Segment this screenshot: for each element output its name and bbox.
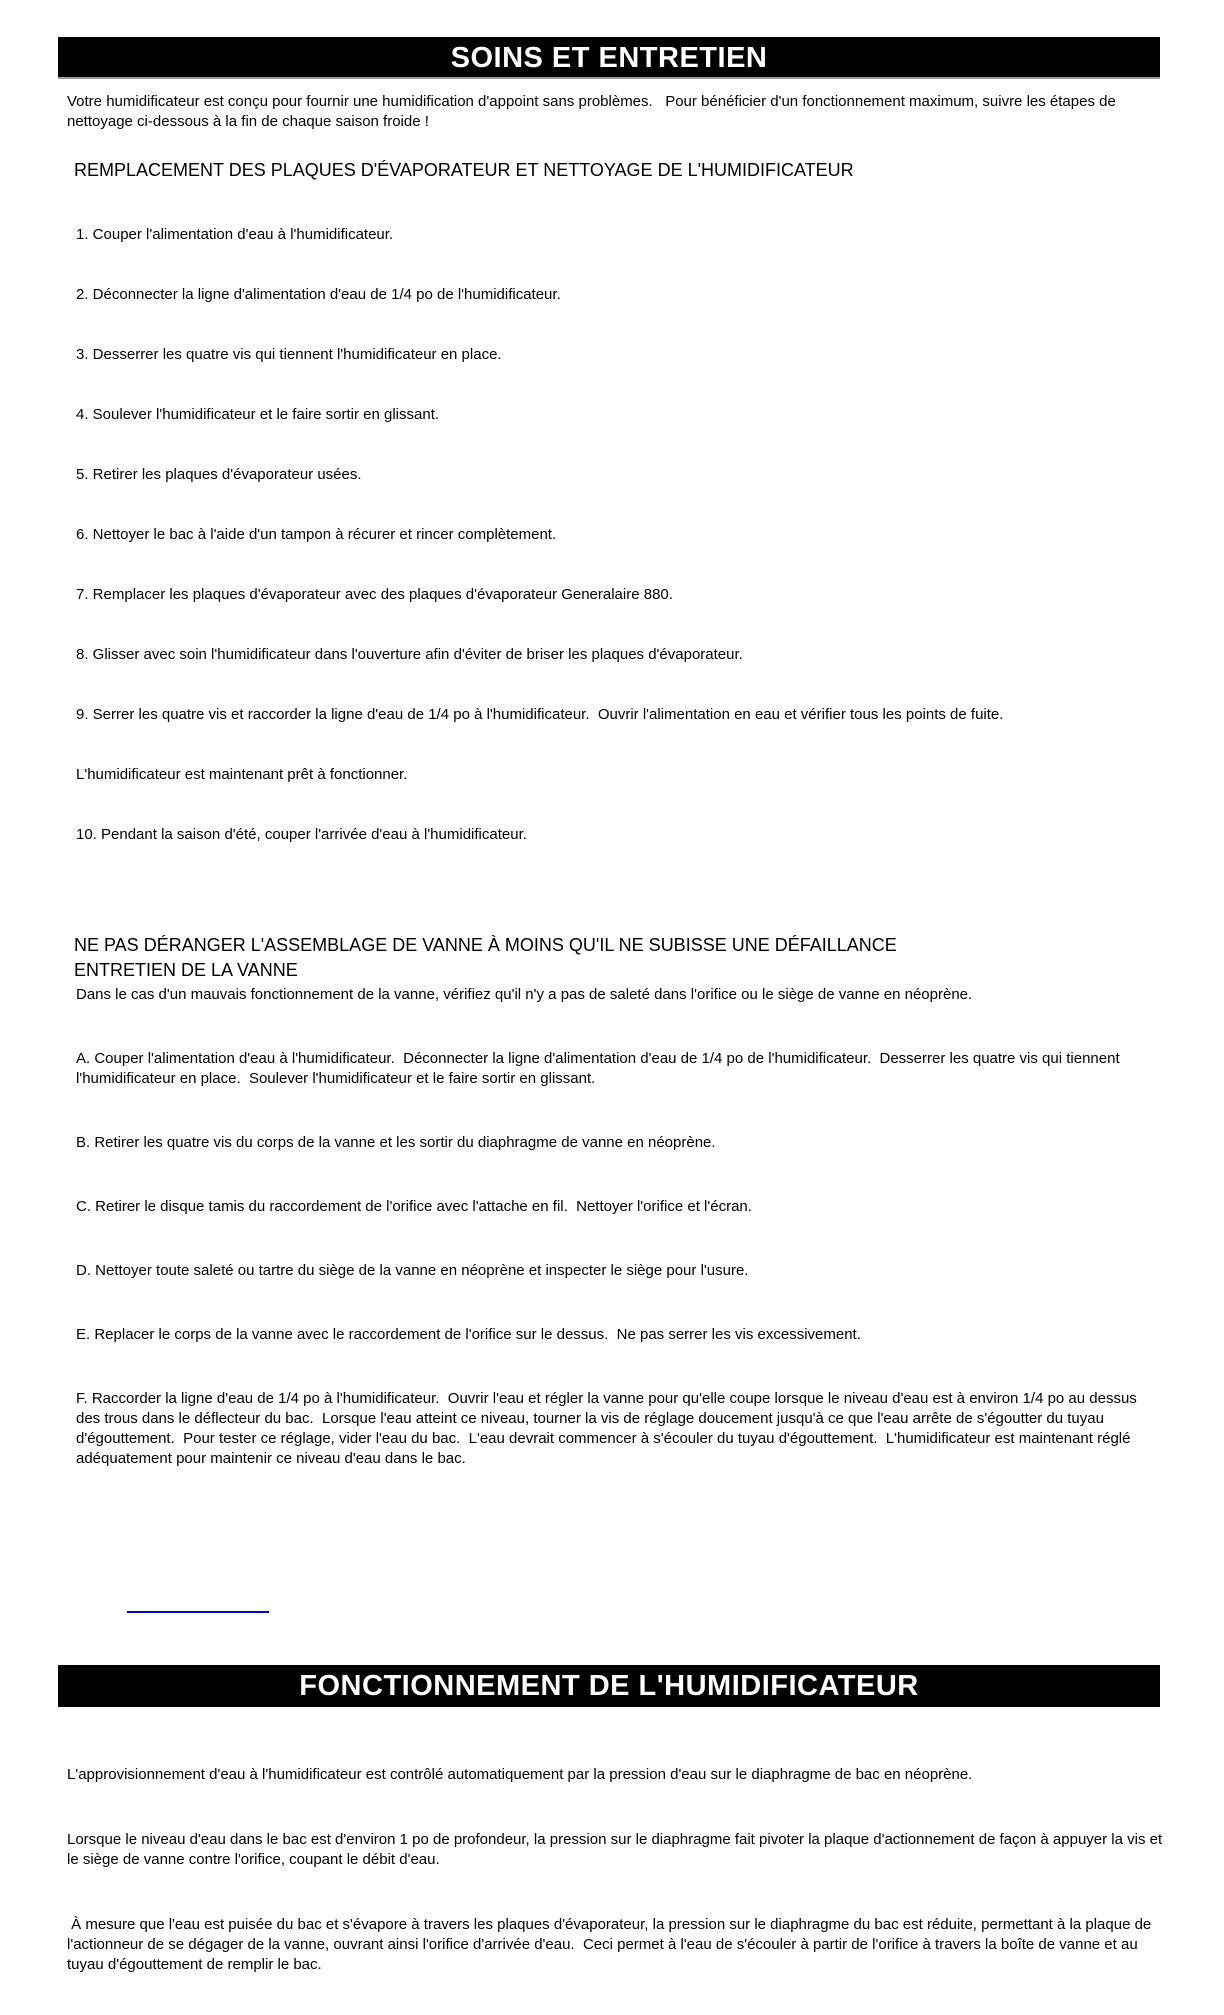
valve-intro-paragraph: Dans le cas d'un mauvais fonctionnement de la vanne, vérifiez qu'il n'y a pas de saleté dans l'orifice ou le siège de vanne en néoprène. bbox=[76, 986, 973, 1003]
valve-step: B. Retirer les quatre vis du corps de la vanne et les sortir du diaphragme de vanne en néoprène. bbox=[76, 1134, 716, 1151]
replacement-step: 6. Nettoyer le bac à l'aide d'un tampon à récurer et rincer complètement. bbox=[76, 526, 557, 543]
care-intro-paragraph: Votre humidificateur est conçu pour fournir une humidification d'appoint sans problèmes. Pour bénéficier d'un fonctionnement maximum, suivre les étapes de nettoyage ci-dessous à la fin de chaque saison froide ! bbox=[67, 93, 1120, 130]
replacement-step: 10. Pendant la saison d'été, couper l'arrivée d'eau à l'humidificateur. bbox=[76, 826, 527, 843]
replacement-step: 2. Déconnecter la ligne d'alimentation d'eau de 1/4 po de l'humidificateur. bbox=[76, 286, 561, 303]
valve-step: A. Couper l'alimentation d'eau à l'humidificateur. Déconnecter la ligne d'alimentation d'eau de 1/4 po de l'humidificateur. Desserrer les quatre vis qui tiennent l'humidificateur en place. Soulever l'humidificateur et le faire sortir en glissant. bbox=[76, 1050, 1124, 1087]
replacement-heading: REMPLACEMENT DES PLAQUES D'ÉVAPORATEUR ET NETTOYAGE DE L'HUMIDIFICATEUR bbox=[74, 160, 854, 180]
operation-paragraph: L'approvisionnement d'eau à l'humidificateur est contrôlé automatiquement par la pression d'eau sur le diaphragme de bac en néoprène. bbox=[67, 1766, 973, 1783]
replacement-step: 5. Retirer les plaques d'évaporateur usées. bbox=[76, 466, 362, 483]
valve-steps-list bbox=[76, 1005, 1160, 1509]
valve-step: D. Nettoyer toute saleté ou tartre du siège de la vanne en néoprène et inspecter le siège pour l'usure. bbox=[76, 1262, 749, 1279]
replacement-step: 9. Serrer les quatre vis et raccorder la ligne d'eau de 1/4 po à l'humidificateur. Ouvrir l'alimentation en eau et vérifier tous les points de fuite. bbox=[76, 706, 1004, 723]
replacement-step: 8. Glisser avec soin l'humidificateur dans l'ouverture afin d'éviter de briser les plaques d'évaporateur. bbox=[76, 646, 743, 663]
valve-headings bbox=[0, 933, 1224, 983]
valve-maintenance-heading: ENTRETIEN DE LA VANNE bbox=[74, 960, 298, 980]
replacement-step: 3. Desserrer les quatre vis qui tiennent l'humidificateur en place. bbox=[76, 346, 502, 363]
operation-paragraph: À mesure que l'eau est puisée du bac et s'évapore à travers les plaques d'évaporateur, la pression sur le diaphragme du bac est réduite, permettant à la plaque de l'actionneur de se dégager de la vanne, ouvrant ainsi l'orifice d'arrivée d'eau. Ceci permet à l'eau de s'écouler à partir de l'orifice à travers la boîte de vanne et au tuyau d'égouttement de remplir le bac. bbox=[67, 1916, 1156, 1973]
valve-step: F. Raccorder la ligne d'eau de 1/4 po à l'humidificateur. Ouvrir l'eau et régler la vanne pour qu'elle coupe lorsque le niveau d'eau est à environ 1/4 po au dessus des trous dans le déflecteur du bac. Lorsque l'eau atteint ce niveau, tourner la vis de réglage doucement jusqu'à ce que l'eau arrête de s'égoutter du tuyau d'égouttement. Pour tester ce réglage, vider l'eau du bac. L'eau devrait commencer à s'écouler du tuyau d'égouttement. L'humidificateur est maintenant réglé adéquatement pour maintenir ce niveau d'eau dans le bac. bbox=[76, 1390, 1141, 1467]
replacement-step: 4. Soulever l'humidificateur et le faire sortir en glissant. bbox=[76, 406, 440, 423]
footer-link-underline[interactable] bbox=[127, 1611, 269, 1613]
operation-paragraphs bbox=[67, 1725, 1167, 2015]
replacement-step: 7. Remplacer les plaques d'évaporateur avec des plaques d'évaporateur Generalaire 880. bbox=[76, 586, 673, 603]
replacement-step: 1. Couper l'alimentation d'eau à l'humidificateur. bbox=[76, 226, 394, 243]
valve-step: C. Retirer le disque tamis du raccordement de l'orifice avec l'attache en fil. Nettoyer l'orifice et l'écran. bbox=[76, 1198, 752, 1215]
valve-step: E. Replacer le corps de la vanne avec le raccordement de l'orifice sur le dessus. Ne pas serrer les vis excessivement. bbox=[76, 1326, 861, 1343]
operation-paragraph: Lorsque le niveau d'eau dans le bac est d'environ 1 po de profondeur, la pression sur le diaphragme fait pivoter la plaque d'actionnement de façon à appuyer la vis et le siège de vanne contre l'orifice, coupant le débit d'eau. bbox=[67, 1831, 1167, 1868]
operation-section-banner: FONCTIONNEMENT DE L'HUMIDIFICATEUR bbox=[58, 1665, 1160, 1707]
replacement-steps-list bbox=[76, 185, 1160, 885]
replacement-step-continuation: L'humidificateur est maintenant prêt à fonctionner. bbox=[76, 766, 408, 783]
care-section-banner: SOINS ET ENTRETIEN bbox=[58, 37, 1160, 79]
valve-warning-heading: NE PAS DÉRANGER L'ASSEMBLAGE DE VANNE À MOINS QU'IL NE SUBISSE UNE DÉFAILLANCE bbox=[74, 935, 897, 955]
manual-page bbox=[0, 37, 1224, 1973]
